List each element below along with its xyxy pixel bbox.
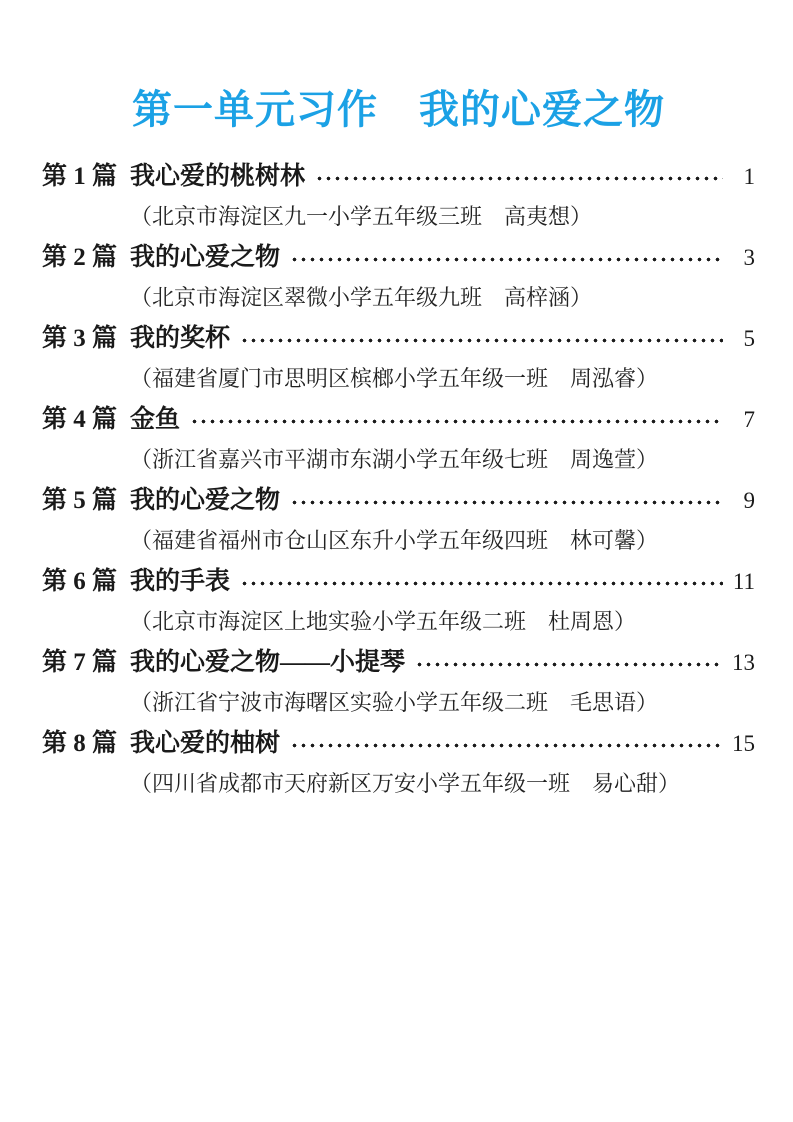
entry-title: 我心爱的柚树 xyxy=(130,730,281,757)
entry-number-label: 第 4 篇 xyxy=(42,406,118,433)
toc-entry-main-line xyxy=(42,486,755,516)
dot-leader xyxy=(313,162,723,192)
entry-number-label: 第 2 篇 xyxy=(42,244,118,271)
toc-entry-main-line xyxy=(42,243,755,273)
entry-page-number: 13 xyxy=(732,650,755,675)
toc-entry xyxy=(42,567,755,635)
entry-byline: （福建省福州市仓山区东升小学五年级四班 林可馨） xyxy=(130,528,659,553)
toc-entry xyxy=(42,243,755,311)
entry-number-label: 第 7 篇 xyxy=(42,649,118,676)
entry-title: 我的心爱之物 xyxy=(130,244,281,271)
dot-leader xyxy=(413,648,723,678)
entry-title: 我的心爱之物——小提琴 xyxy=(130,649,406,676)
entry-number-label: 第 6 篇 xyxy=(42,568,118,595)
toc-list xyxy=(42,162,755,797)
dot-leader xyxy=(288,486,723,516)
entry-title: 金鱼 xyxy=(130,406,181,433)
unit-title: 第一单元习作 我的心爱之物 xyxy=(132,88,665,132)
dot-leader xyxy=(238,567,723,597)
entry-byline: （北京市海淀区翠微小学五年级九班 高梓涵） xyxy=(130,285,593,310)
dot-leader xyxy=(188,405,723,435)
toc-entry-main-line xyxy=(42,405,755,435)
entry-number-label: 第 1 篇 xyxy=(42,163,118,190)
toc-entry xyxy=(42,648,755,716)
entry-byline: （福建省厦门市思明区槟榔小学五年级一班 周泓睿） xyxy=(130,366,659,391)
toc-entry xyxy=(42,729,755,797)
entry-number-label: 第 5 篇 xyxy=(42,487,118,514)
entry-page-number: 3 xyxy=(743,245,755,270)
entry-page-number: 5 xyxy=(743,326,755,351)
entry-byline: （北京市海淀区上地实验小学五年级二班 杜周恩） xyxy=(130,609,637,634)
entry-page-number: 9 xyxy=(743,488,755,513)
toc-entry xyxy=(42,162,755,230)
entry-byline: （浙江省宁波市海曙区实验小学五年级二班 毛思语） xyxy=(130,690,659,715)
toc-entry-main-line xyxy=(42,729,755,759)
entry-title: 我的心爱之物 xyxy=(130,487,281,514)
entry-number-label: 第 8 篇 xyxy=(42,730,118,757)
toc-entry-main-line xyxy=(42,162,755,192)
entry-page-number: 15 xyxy=(732,731,755,756)
entry-title: 我的奖杯 xyxy=(130,325,231,352)
entry-number-label: 第 3 篇 xyxy=(42,325,118,352)
entry-page-number: 7 xyxy=(743,407,755,432)
entry-page-number: 1 xyxy=(743,164,755,189)
entry-title: 我的手表 xyxy=(130,568,231,595)
entry-byline: （浙江省嘉兴市平湖市东湖小学五年级七班 周逸萱） xyxy=(130,447,659,472)
dot-leader xyxy=(238,324,723,354)
toc-entry-main-line xyxy=(42,648,755,678)
entry-byline: （北京市海淀区九一小学五年级三班 高夷想） xyxy=(130,204,593,229)
entry-page-number: 11 xyxy=(732,569,755,594)
toc-entry-main-line xyxy=(42,324,755,354)
dot-leader xyxy=(288,729,723,759)
toc-entry xyxy=(42,405,755,473)
dot-leader xyxy=(288,243,723,273)
toc-entry xyxy=(42,486,755,554)
entry-title: 我心爱的桃树林 xyxy=(130,163,306,190)
entry-byline: （四川省成都市天府新区万安小学五年级一班 易心甜） xyxy=(130,771,681,796)
toc-entry xyxy=(42,324,755,392)
toc-entry-main-line xyxy=(42,567,755,597)
